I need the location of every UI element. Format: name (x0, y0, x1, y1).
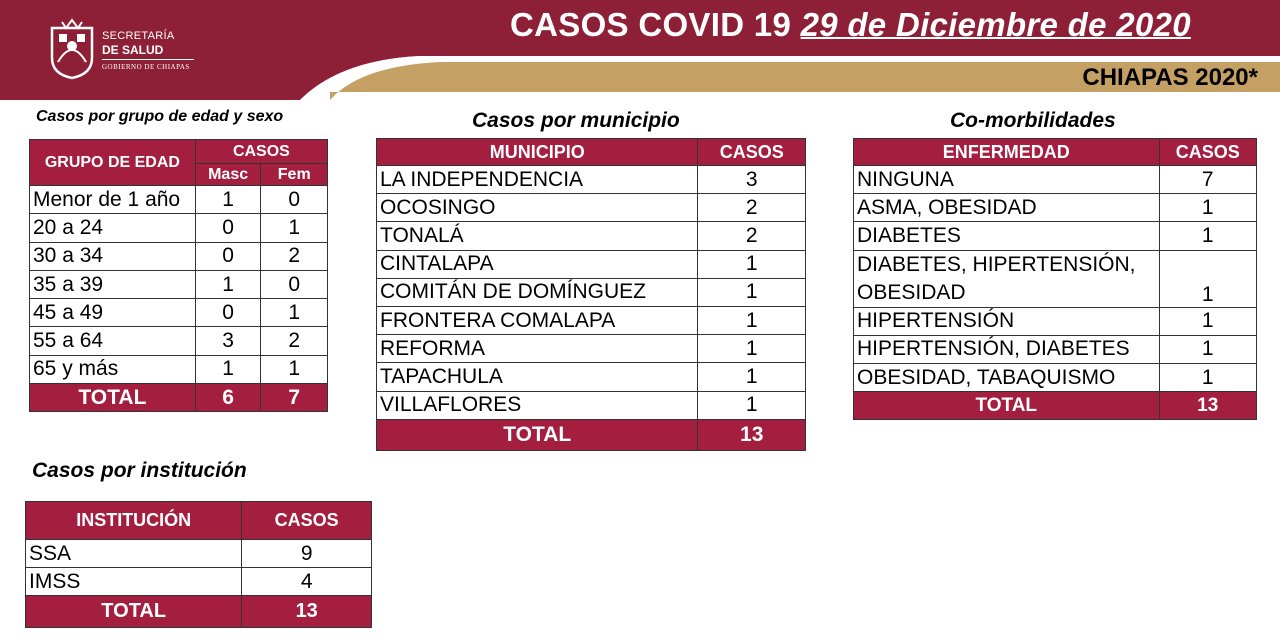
logo-divider (102, 59, 194, 60)
table-row (854, 307, 1257, 335)
cases-cell: 2 (698, 222, 806, 250)
table-row (30, 355, 328, 383)
table-row (30, 327, 328, 355)
table-row (30, 270, 328, 298)
cases-cell: 2 (698, 194, 806, 222)
age-group-cell: 20 a 24 (30, 214, 196, 242)
age-group-cell: 55 a 64 (30, 327, 196, 355)
municipality-cell: TONALÁ (377, 222, 698, 250)
title-date: 29 de Diciembre de 2020 (800, 6, 1191, 43)
cases-cell: 1 (1159, 222, 1257, 250)
cases-cell: 1 (1159, 363, 1257, 391)
table-row (854, 222, 1257, 250)
table-row (377, 391, 806, 419)
fem-cell: 1 (261, 355, 328, 383)
table-row (377, 363, 806, 391)
total-value: 13 (242, 596, 372, 628)
col-age-group: GRUPO DE EDAD (30, 140, 196, 186)
total-label: TOTAL (30, 384, 196, 412)
age-group-cell: 30 a 34 (30, 242, 196, 270)
page-subtitle: CHIAPAS 2020* (1082, 64, 1258, 91)
title-main: CASOS COVID 19 (510, 6, 792, 43)
table-row (377, 222, 806, 250)
col-masc: Masc (195, 164, 261, 186)
municipality-cell: FRONTERA COMALAPA (377, 306, 698, 334)
fem-cell: 2 (261, 327, 328, 355)
masc-cell: 0 (195, 242, 261, 270)
logo-line-2: DE SALUD (102, 43, 164, 57)
masc-cell: 1 (195, 186, 261, 214)
total-row (854, 392, 1257, 420)
table-row (854, 166, 1257, 194)
chiapas-seal-icon (48, 18, 96, 80)
col-institution: INSTITUCIÓN (26, 502, 242, 540)
disease-cell: OBESIDAD, TABAQUISMO (854, 363, 1160, 391)
institution-table-title: Casos por institución (32, 459, 247, 482)
col-cases: CASOS (242, 502, 372, 540)
age-group-cell: 35 a 39 (30, 270, 196, 298)
cases-cell: 1 (698, 278, 806, 306)
table-row (854, 363, 1257, 391)
cases-cell: 1 (698, 250, 806, 278)
disease-cell: DIABETES (854, 222, 1160, 250)
logo-line-3: GOBIERNO DE CHIAPAS (102, 63, 190, 71)
cases-cell: 1 (1159, 307, 1257, 335)
municipality-cell: LA INDEPENDENCIA (377, 166, 698, 194)
fem-cell: 0 (261, 270, 328, 298)
age-group-cell: 65 y más (30, 355, 196, 383)
municipality-table (376, 138, 806, 451)
masc-cell: 3 (195, 327, 261, 355)
table-row (854, 335, 1257, 363)
masc-cell: 1 (195, 270, 261, 298)
municipality-cell: VILLAFLORES (377, 391, 698, 419)
table-row (377, 250, 806, 278)
col-municipality: MUNICIPIO (377, 139, 698, 166)
table-row (26, 568, 372, 596)
col-cases: CASOS (698, 139, 806, 166)
col-cases: CASOS (195, 140, 327, 164)
age-sex-table (29, 139, 328, 412)
disease-cell: HIPERTENSIÓN, DIABETES (854, 335, 1160, 363)
table-row (377, 278, 806, 306)
table-row (377, 194, 806, 222)
institution-cell: SSA (26, 540, 242, 568)
disease-cell: HIPERTENSIÓN (854, 307, 1160, 335)
cases-cell: 7 (1159, 166, 1257, 194)
total-fem: 7 (261, 384, 328, 412)
municipality-cell: TAPACHULA (377, 363, 698, 391)
cases-cell: 1 (1159, 194, 1257, 222)
total-label: TOTAL (26, 596, 242, 628)
cases-cell: 3 (698, 166, 806, 194)
table-row (377, 166, 806, 194)
table-row (26, 540, 372, 568)
institution-cell: IMSS (26, 568, 242, 596)
masc-cell: 0 (195, 214, 261, 242)
cases-cell: 1 (1159, 335, 1257, 363)
comorbidity-table (853, 138, 1257, 420)
masc-cell: 0 (195, 299, 261, 327)
cases-cell: 1 (698, 306, 806, 334)
table-row (854, 250, 1257, 307)
table-row (30, 186, 328, 214)
fem-cell: 2 (261, 242, 328, 270)
table-row (30, 214, 328, 242)
total-label: TOTAL (854, 392, 1160, 420)
secretaria-salud-logo (40, 14, 210, 86)
col-cases: CASOS (1159, 139, 1257, 166)
logo-line-1: SECRETARÍA (102, 30, 175, 42)
age-group-cell: 45 a 49 (30, 299, 196, 327)
municipality-cell: OCOSINGO (377, 194, 698, 222)
cases-cell: 9 (242, 540, 372, 568)
table-row (30, 242, 328, 270)
table-row (377, 335, 806, 363)
total-label: TOTAL (377, 419, 698, 450)
disease-cell: ASMA, OBESIDAD (854, 194, 1160, 222)
cases-cell: 1 (698, 391, 806, 419)
fem-cell: 0 (261, 186, 328, 214)
total-value: 13 (698, 419, 806, 450)
col-disease: ENFERMEDAD (854, 139, 1160, 166)
municipality-table-title: Casos por municipio (472, 109, 680, 132)
municipality-cell: CINTALAPA (377, 250, 698, 278)
page-title (510, 6, 1191, 44)
total-row (30, 384, 328, 412)
total-masc: 6 (195, 384, 261, 412)
total-row (377, 419, 806, 450)
total-row (26, 596, 372, 628)
disease-cell: NINGUNA (854, 166, 1160, 194)
cases-cell: 1 (698, 335, 806, 363)
age-group-cell: Menor de 1 año (30, 186, 196, 214)
cases-cell: 1 (1159, 250, 1257, 307)
total-value: 13 (1159, 392, 1257, 420)
fem-cell: 1 (261, 299, 328, 327)
table-row (377, 306, 806, 334)
disease-cell: DIABETES, HIPERTENSIÓN, OBESIDAD (854, 250, 1160, 307)
cases-cell: 4 (242, 568, 372, 596)
comorbidity-table-title: Co-morbilidades (950, 109, 1116, 132)
institution-table (25, 501, 372, 628)
table-row (854, 194, 1257, 222)
cases-cell: 1 (698, 363, 806, 391)
municipality-cell: COMITÁN DE DOMÍNGUEZ (377, 278, 698, 306)
table-row (30, 299, 328, 327)
fem-cell: 1 (261, 214, 328, 242)
col-fem: Fem (261, 164, 328, 186)
municipality-cell: REFORMA (377, 335, 698, 363)
masc-cell: 1 (195, 355, 261, 383)
age-table-title: Casos por grupo de edad y sexo (36, 108, 284, 125)
